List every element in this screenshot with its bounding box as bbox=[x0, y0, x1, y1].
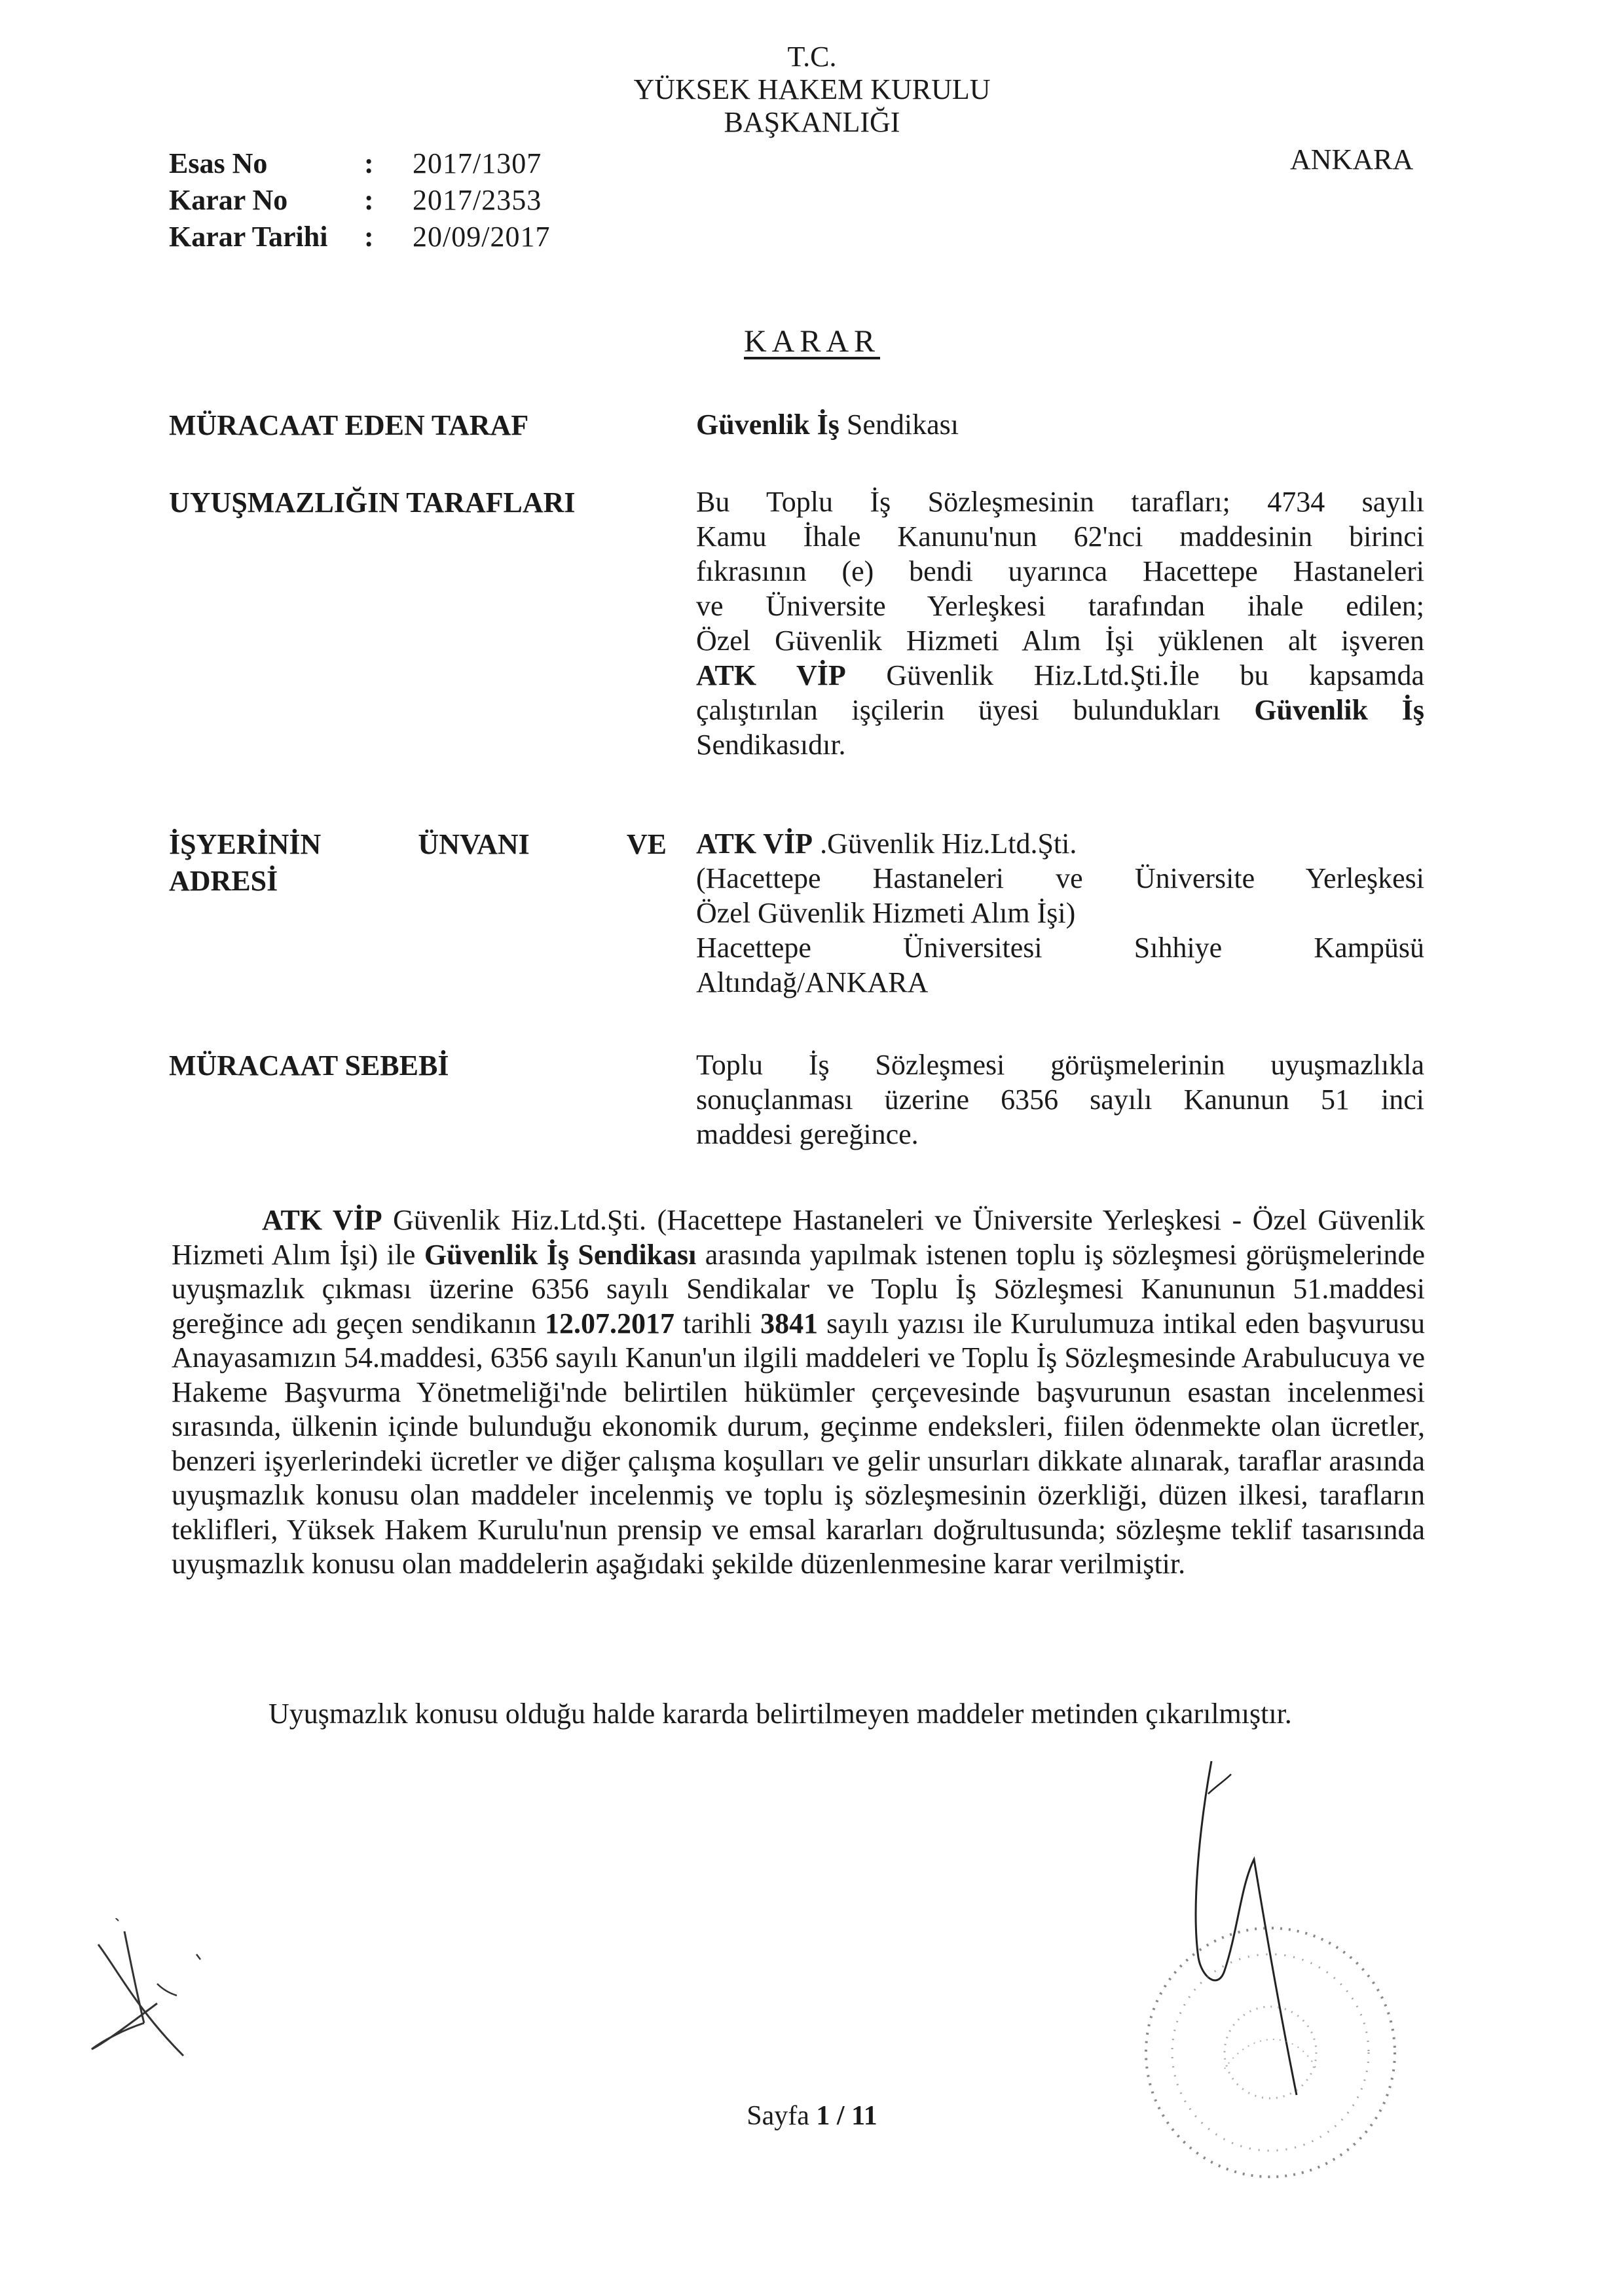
workplace-line: Özel Güvenlik Hizmeti Alım İşi) bbox=[696, 897, 1076, 929]
page-total: 11 bbox=[851, 2101, 877, 2131]
parties-line: Sendikasıdır. bbox=[696, 729, 846, 761]
parties-line: Kamu İhale Kanunu'nun 62'nci maddesinin birinci bbox=[696, 520, 1424, 553]
page-word: Sayfa bbox=[747, 2101, 809, 2131]
meta-row-esas bbox=[169, 145, 550, 182]
body-bold: ATK VİP bbox=[262, 1204, 382, 1236]
page-footer bbox=[0, 2100, 1624, 2132]
applicant-union-bold: Güvenlik İş bbox=[696, 409, 840, 441]
header-city: ANKARA bbox=[1290, 143, 1414, 175]
workplace-line: Altındağ/ANKARA bbox=[696, 966, 929, 998]
meta-colon: : bbox=[364, 221, 374, 253]
reason-line: Toplu İş Sözleşmesi görüşmelerinin uyuşmazlıkla bbox=[696, 1049, 1424, 1081]
workplace-text bbox=[696, 826, 1424, 1000]
parties-label: UYUŞMAZLIĞIN TARAFLARI bbox=[169, 486, 576, 519]
header-line-tc: T.C. bbox=[787, 41, 837, 73]
reason-label: MÜRACAAT SEBEBİ bbox=[169, 1049, 449, 1082]
body-text: tarihli bbox=[674, 1307, 761, 1339]
official-seal bbox=[1126, 1899, 1414, 2206]
meta-label: Karar No bbox=[169, 184, 288, 216]
workplace-company-bold: ATK VİP bbox=[696, 828, 813, 860]
parties-line: fıkrasının (e) bendi uyarınca Hacettepe Hastaneleri bbox=[696, 555, 1424, 587]
meta-row-tarih bbox=[169, 219, 550, 255]
meta-label: Esas No bbox=[169, 147, 268, 179]
workplace-line: Hacettepe Üniversitesi Sıhhiye Kampüsü bbox=[696, 932, 1424, 964]
workplace-label-word: VE bbox=[626, 828, 667, 860]
parties-text bbox=[696, 484, 1424, 762]
workplace-label-word: İŞYERİNİN bbox=[169, 828, 322, 860]
employer-name-rest: Güvenlik Hiz.Ltd.Şti.İle bu kapsamda bbox=[845, 659, 1424, 691]
header-line-board: YÜKSEK HAKEM KURULU bbox=[633, 73, 991, 105]
applicant-union-rest: Sendikası bbox=[839, 409, 959, 441]
body-paragraph-main bbox=[172, 1203, 1425, 1582]
parties-line-employer bbox=[696, 658, 1424, 693]
workplace-line: (Hacettepe Hastaneleri ve Üniversite Yerleşkesi bbox=[696, 862, 1424, 894]
page-separator: / bbox=[830, 2101, 852, 2131]
decision-title: KARAR bbox=[743, 324, 881, 359]
meta-value: 2017/2353 bbox=[413, 184, 542, 216]
applicant-text bbox=[696, 407, 1424, 442]
body-bold: 12.07.2017 bbox=[545, 1307, 675, 1339]
employer-name-bold: ATK VİP bbox=[696, 659, 846, 691]
workplace-line-company bbox=[696, 826, 1424, 861]
parties-line: ve Üniversite Yerleşkesi tarafından ihale edilen; bbox=[696, 590, 1424, 622]
workplace-company-rest: .Güvenlik Hiz.Ltd.Şti. bbox=[813, 828, 1077, 860]
header-line-presidency: BAŞKANLIĞI bbox=[724, 106, 900, 138]
body-bold: 3841 bbox=[760, 1307, 819, 1339]
body-text: Güvenlik Hiz.Ltd.Şti. (Hacettepe Hastaneleri ve Üniversite Yerleşkesi - Özel Güvenlik Hizmeti Alım İşi) ile bbox=[172, 1204, 1425, 1271]
parties-line: Bu Toplu İş Sözleşmesinin tarafları; 4734 sayılı bbox=[696, 486, 1424, 518]
parties-line-union bbox=[696, 693, 1424, 727]
workplace-label bbox=[169, 826, 667, 900]
meta-label: Karar Tarihi bbox=[169, 221, 328, 253]
meta-colon: : bbox=[364, 184, 374, 216]
workplace-label-word: ÜNVANI bbox=[418, 828, 530, 860]
institution-header bbox=[0, 41, 1624, 139]
parties-line: Özel Güvenlik Hizmeti Alım İşi yüklenen alt işveren bbox=[696, 625, 1424, 657]
union-line-bold: Güvenlik İş bbox=[1254, 694, 1424, 726]
body-text: sayılı yazısı ile Kurulumuza intikal eden başvurusu Anayasamızın 54.maddesi, 6356 sayılı Kanun'un ilgili maddeleri ve Toplu İş Sözleşmesinde Arabulucuya ve Hakeme Başvurma Yönetmeliği'nde belirtilen hükümler çerçevesinde başvurunun esastan incelenmesi sırasında, ülkenin içinde bulunduğu ekonomik durum, geçinme endeksleri, fiilen ödenmekte olan ücretler, benzeri işyerlerindeki ücretler ve diğer çalışma koşulları ve gelir unsurları dikkate alınarak, taraflar arasında uyuşmazlık konusu olan maddeler incelenmiş ve toplu iş sözleşmesinin özerkliği, düzen ilkesi, tarafların teklifleri, Yüksek Hakem Kurulu'nun prensip ve emsal kararları doğrultusunda; sözleşme teklif tasarısında uyuşmazlık konusu olan maddelerin aşağıdaki şekilde düzenlenmesine karar verilmiştir. bbox=[172, 1307, 1425, 1580]
meta-value: 20/09/2017 bbox=[413, 221, 551, 253]
meta-colon: : bbox=[364, 147, 374, 179]
case-meta bbox=[169, 145, 550, 255]
body-paragraph-removed: Uyuşmazlık konusu olduğu halde kararda belirtilmeyen maddeler metinden çıkarılmıştır. bbox=[268, 1698, 1292, 1730]
workplace-label-word: ADRESİ bbox=[169, 865, 278, 897]
reason-line: maddesi gereğince. bbox=[696, 1118, 919, 1150]
body-text: arasında yapılmak istenen toplu iş sözleşmesi görüşmelerinde uyuşmazlık çıkması üzerine 6356 sayılı Sendikalar ve Toplu İş Sözleşmesi Kanununun 51.maddesi gereğince adı geçen sendikanın bbox=[172, 1238, 1425, 1339]
handwritten-initials bbox=[79, 1918, 223, 2069]
meta-row-karar bbox=[169, 182, 550, 219]
union-line-rest: çalıştırılan işçilerin üyesi bulundukları bbox=[696, 694, 1255, 726]
reason-text bbox=[696, 1048, 1424, 1152]
reason-line: sonuçlanması üzerine 6356 sayılı Kanunun 51 inci bbox=[696, 1084, 1424, 1116]
body-bold: Güvenlik İş Sendikası bbox=[424, 1238, 697, 1271]
meta-value: 2017/1307 bbox=[413, 147, 542, 179]
page-current: 1 bbox=[816, 2101, 830, 2131]
applicant-label: MÜRACAAT EDEN TARAF bbox=[169, 409, 529, 441]
